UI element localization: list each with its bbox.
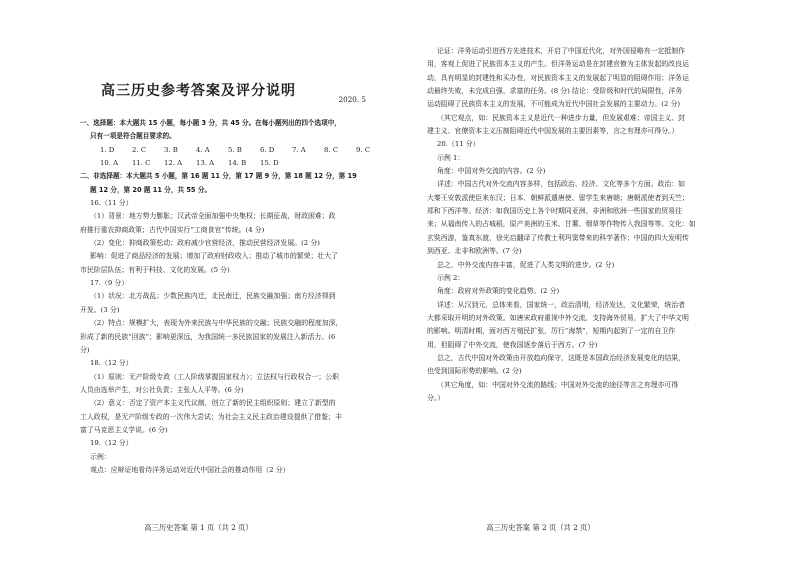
answer-item: 11. C [132, 159, 151, 168]
answer-line: 府推行重农抑商政策；古代中国实行“工商食官”传统。(4 分) [80, 225, 265, 234]
page-footer: 高三历史答案 第 1 页（共 2 页） [144, 523, 253, 532]
answer-item: 8. C [324, 145, 339, 154]
answer-item: 3. B [164, 145, 178, 154]
answer-line: 也受到国际形势的影响。(2 分) [427, 367, 522, 376]
answer-page-2 [397, 0, 794, 573]
section-1-heading: 一、选择题：本大题共 15 小题，每小题 3 分，共 45 分。在每小题列出的四个选项中， [80, 119, 341, 127]
answer-line: 示例 2： [437, 273, 465, 282]
answer-line: 人员由选举产生，对公社负责；主张人人平等。(6 分) [80, 385, 244, 394]
answer-item: 9. C [356, 145, 371, 154]
answer-item: 6. D [260, 145, 275, 154]
answer-line: 大秦王安敦派使臣来东汉；日本、朝鲜派遣唐使、留学生来唐朝；唐朝派使者到天竺； [427, 193, 689, 202]
answer-line: （其它角度，如：中国对外交流的路线；中国对外交流的途径等言之有理亦可得 [437, 380, 679, 389]
answer-line: 17.（9 分） [90, 279, 129, 288]
answer-line: 16.（11 分） [90, 199, 133, 208]
answer-item: 13. A [196, 159, 215, 168]
answer-line: 分) [80, 345, 90, 354]
answer-line: （1）状况：北方战乱；少数民族内迁，北民南迁，民族交融加强；南方经济得到 [90, 292, 336, 301]
answer-line: 用，客观上促进了民族资本主义的产生。但洋务运动是在封建官僚为主体发起的改良运 [427, 60, 689, 69]
answer-line: 示例 1： [437, 153, 465, 162]
answer-line: 形成了新的民族“回族”；影响更深远，为我国统一多民族国家的发展注入新活力。(6 [80, 332, 336, 341]
page-2-body [427, 45, 725, 405]
answer-line: 总之，古代中国对外政策由开放趋向保守，这既是本国政治经济发展变化的结果， [437, 353, 686, 362]
page-1-answer-lines [80, 197, 378, 477]
page-title: 高三历史参考答案及评分说明 [101, 83, 296, 99]
answer-line: 建主义、官僚资本主义压制阻碍近代中国发展的主要因素等，言之有理亦可得分。） [427, 127, 679, 136]
section-2-heading-cont: 题 12 分，第 20 题 11 分，共 55 分。 [90, 185, 212, 194]
answer-item: 7. A [292, 145, 306, 154]
answer-line: 论证：洋务运动引进西方先进技术，开启了中国近代化，对外国侵略有一定抵制作 [437, 47, 686, 55]
answer-line: 动，具有明显的封建性和买办性，对民族资本主义的发展起了明显的阻碍作用；洋务运 [427, 73, 689, 82]
answer-line: （2）意义：否定了资产本主义代议制，创立了新的民主组织原则；建立了新型的 [90, 399, 336, 408]
answer-line: 用，但阻碍了中外交流，使我国逐步落后于西方。(7 分) [427, 340, 598, 349]
exam-date: 2020. 5 [338, 95, 366, 104]
answer-item: 12. A [164, 159, 183, 168]
answer-line: 运动阻碍了民族资本主义的发展，不可能成为近代中国社会发展的主要动力。(2 分) [427, 100, 681, 109]
answer-line: 观点：应辩证地看待洋务运动对近代中国社会的推动作用（2 分） [90, 465, 290, 474]
page-1-body [80, 117, 378, 477]
answer-line: 动最终失败，未完成自强、求富的任务。(8 分) 结论：受阶级和时代的局限性，洋务 [427, 87, 683, 96]
answer-line: 来；从福南传入的占城稻，原产美洲的玉米、甘薯、烟草等作物传入我国等等。文化：如 [427, 220, 696, 229]
section-1-heading-cont: 只有一项是符合题目要求的。 [90, 132, 176, 141]
answer-line: （其它观点，如：民族资本主义是近代一种进步力量，但发展艰难；帝国主义、封 [437, 113, 686, 122]
answer-line: （2）变化：抑商政策松动；政府减少官营经济，推动民营经济发展。(2 分) [90, 239, 320, 248]
answer-line: 19.（12 分） [90, 439, 133, 448]
answer-line: 到西亚、北非和欧洲等。(7 分) [427, 247, 522, 256]
answer-line: 大都采取开明的对外政策。如唐宋政府重视中外交流，支持海外贸易，扩大了中华文明 [427, 313, 689, 322]
answer-line: （1）原则：无产阶级专政（工人阶级掌握国家权力）；立法权与行政权合一；公职 [90, 372, 339, 381]
answer-line: 示例： [90, 452, 111, 461]
answer-item: 4. A [196, 145, 210, 154]
answer-line: 的影响。明清时期，面对西方殖民扩张，厉行“海禁”，短期内起到了一定的自卫作 [427, 327, 676, 336]
answer-line: 详述：中国古代对外交流内容多样，包括政治、经济、文化等多个方面。政治：如 [437, 180, 686, 189]
answer-line: 分。） [427, 393, 445, 402]
answer-item: 2. C [132, 145, 147, 154]
answer-line: 18.（12 分） [90, 359, 133, 368]
page-2-answer-lines [427, 45, 725, 405]
answer-line: 影响：促进了商品经济的发展；增加了政府财政收入；推动了城市的繁荣；壮大了 [90, 252, 339, 261]
answer-line: 角度：中国对外交流的内容。(2 分) [437, 167, 546, 176]
answer-line: 角度：政府对外政策的变化趋势。(2 分) [437, 287, 560, 296]
answer-line: 开发。(3 分) [80, 305, 120, 314]
answer-line: 工人政权，是无产阶级专政的一次伟大尝试；为社会主义民主政治建设提供了借鉴；丰 [80, 412, 342, 421]
answer-row-2 [80, 157, 378, 170]
answer-line: 详述：从汉到元，总体来看，国家统一，政治清明，经济发达，文化繁荣，统治者 [437, 300, 686, 309]
answer-item: 14. B [228, 159, 247, 168]
answer-line: 富了马克思主义学说。(6 分) [80, 425, 168, 434]
answer-item: 10. A [100, 159, 119, 168]
answer-line: 20.（11 分） [437, 140, 480, 149]
answer-item: 5. B [228, 145, 242, 154]
answer-line: （1）背景：地方势力膨胀；汉武帝全面加强中央集权；长期征战，财政困难；政 [90, 212, 336, 221]
answer-item: 15. D [260, 159, 279, 168]
answer-line: 郑和下西洋等。经济：如我国历史上各个时期同亚洲、非洲和欧洲一些国家的贸易往 [427, 207, 682, 216]
answer-line: 总之，中外交流内容丰富，促进了人类文明的进步。(2 分) [437, 260, 615, 269]
answer-line: （2）特点：规模扩大，表现为外来民族与中华民族的交融；民族交融的程度加深， [90, 319, 343, 328]
answer-line: 市民阶层队伍；有利于科技、文化的发展。(5 分) [80, 265, 230, 274]
section-2-heading: 二、非选择题：本大题共 5 小题，第 16 题 11 分，第 17 题 9 分，第 18 题 12 分，第 19 [80, 172, 357, 181]
page-footer: 高三历史答案 第 2 页（共 2 页） [486, 523, 595, 532]
answer-line: 玄奘西游，鉴真东渡，徐光启翻译了传教士利玛窦带来的科学著作；中国的四大发明传 [427, 233, 689, 242]
answer-row-1 [80, 144, 378, 157]
answer-item: 1. D [100, 145, 115, 154]
